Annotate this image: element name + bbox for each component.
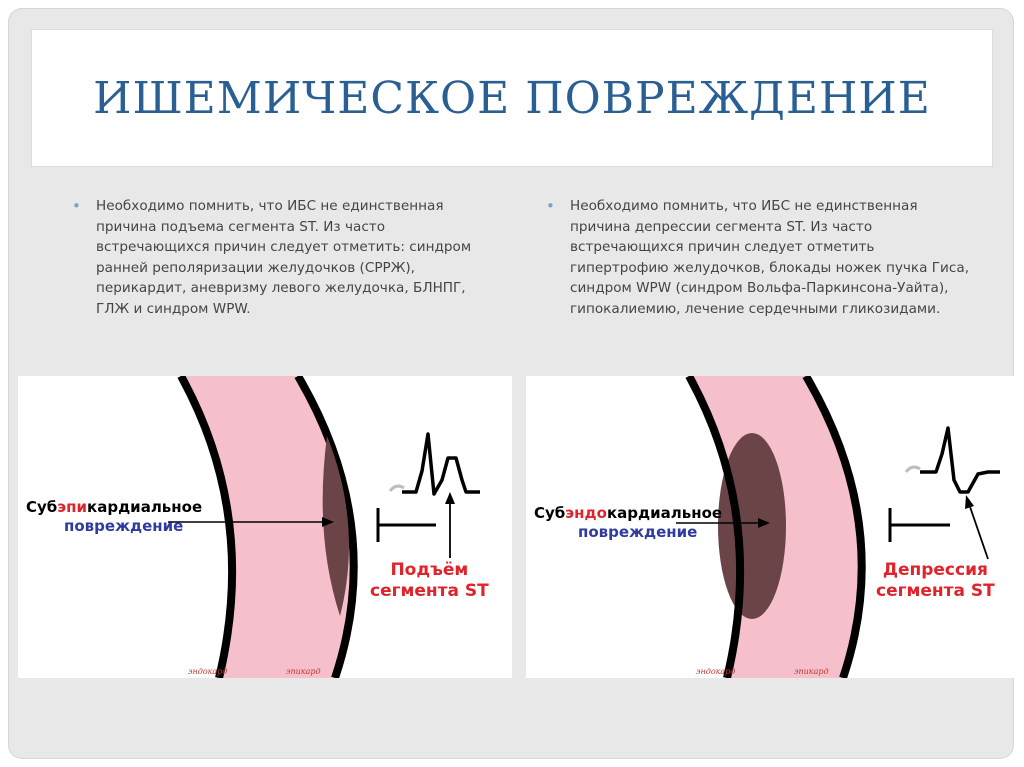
st-arrow-line — [968, 501, 988, 559]
ecg-st-depression — [920, 428, 1000, 492]
epicardium-caption: эпикард — [286, 667, 321, 676]
bullet-icon: • — [72, 197, 81, 215]
title-box — [32, 30, 992, 166]
right-column-text: Необходимо помнить, что ИБС не единственная причина депрессии сегмента ST. Из часто встречающихся причин следует отметить гипертрофию желудочков, блокады ножек пучка Гиса, синдром WPW (синдром Вольфа-Паркинсона-Уайта), гипокалиемию, лечение сердечными гликозидами. — [570, 198, 970, 317]
epicardium-caption: эпикард — [794, 667, 829, 676]
endocardium-caption: эндокард — [696, 667, 736, 676]
right-column — [546, 196, 970, 319]
st-depression-label: Депрессия сегмента ST — [876, 560, 995, 601]
ecg-shadow — [906, 467, 920, 472]
left-column-text: Необходимо помнить, что ИБС не единственная причина подъема сегмента ST. Из часто встречающихся причин следует отметить: синдром ранней реполяризации желудочков (СРРЖ), перикардит, аневризму левого желудочка, БЛНПГ, ГЛЖ и синдром WPW. — [96, 198, 472, 317]
bullet-icon: • — [546, 197, 555, 215]
slide-title: ИШЕМИЧЕСКОЕ ПОВРЕЖДЕНИЕ — [93, 72, 931, 124]
left-column — [72, 196, 496, 319]
injury-label: Субэпикардиальное повреждение — [26, 498, 203, 535]
st-arrow-head — [445, 492, 455, 504]
ecg-st-elevation — [402, 434, 480, 494]
endocardium-caption: эндокард — [188, 667, 228, 676]
subendocardial-injury-figure — [526, 376, 1020, 678]
st-elevation-label: Подъём сегмента ST — [370, 560, 489, 601]
ecg-shadow — [390, 486, 404, 491]
injury-label: Субэндокардиальное повреждение — [534, 504, 723, 541]
subepicardial-injury-figure — [18, 376, 512, 678]
st-arrow-head — [965, 495, 974, 509]
